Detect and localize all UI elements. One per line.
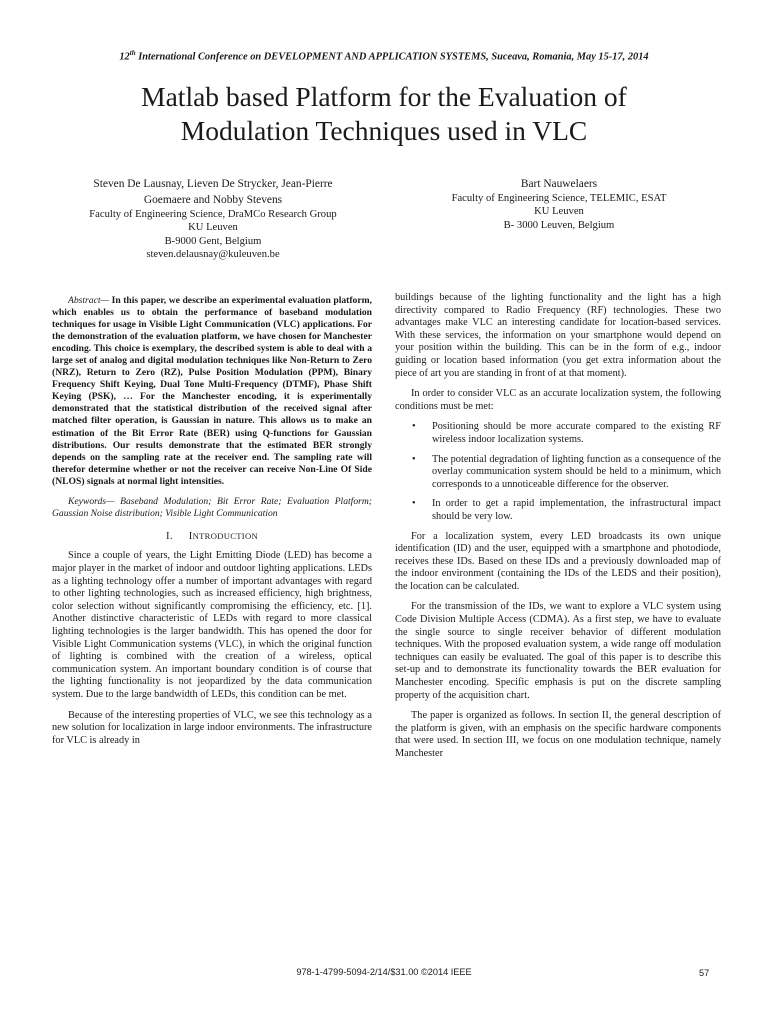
- abstract-lead: Abstract—: [68, 295, 110, 306]
- list-item: [395, 498, 721, 523]
- author-names-right: Bart Nauwelaers: [520, 178, 598, 190]
- left-column: [52, 295, 372, 755]
- conditions-list: [395, 421, 721, 523]
- section-title-initial: I: [188, 530, 193, 542]
- abstract-text: In this paper, we describe an experimental evaluation platform, which enables us to obtain the performance of baseband modulation techniques for usage in Visible Light Communication (VLC) applications. For the demonstration of the evaluation platform, we have chosen for Manchester encoding. This choice is exemplary, the described system is able to deal with a large set of analog and digital modulation techniques like Non-Return to Zero (NRZ), Return to Zero (RZ), Pulse Position Modulation (PPM), Binary Frequency Shift Keying, Dual Tone Multi-Frequency (DTMF), Phase Shift Keying (PSK), … For the Manchester encoding, it is experimentally demonstrated that the statistical distribution of the received signal after matched filter operation, is Gaussian in nature. This allows us to make an estimation of the Bit Error Rate (BER) using Q-functions for Gaussian distributions. Our results demonstrate that the estimated BER strongly depends on the sampling rate at the receiver end. The sampling rate will therefor determine whether or not the receiver can receive Non-Line Of Side (NLOS) signals at normal light intensities.: [52, 295, 372, 487]
- author-names-left-1: Steven De Lausnay, Lieven De Strycker, Jean-Pierre: [93, 178, 333, 190]
- intro-paragraph-1: Since a couple of years, the Light Emitting Diode (LED) has become a major player in the market of indoor and outdoor lighting applications. LEDs as a lighting technology offer a number of important advantages with regard to other lighting technologies, such as increased efficiency, high brightness, color selection without significantly compromising the efficiency, etc. [1]. Another distinctive characteristic of LEDs with regard to more classical lighting technologies is the larger bandwidth. This has opened the door for Visible Light Communication systems (VLC), in which the original function of lighting is combined with the creation of a wireless, optical communication system. An important boundary condition is of course that the lighting functionality is not jeopardized by the data communication system. Due to the large bandwidth of LEDs, this condition can be met.: [52, 550, 372, 700]
- list-item: [395, 421, 721, 446]
- author-university-right: KU Leuven: [534, 206, 584, 218]
- author-affiliation-right: Faculty of Engineering Science, TELEMIC, ESAT: [451, 193, 667, 204]
- footer-isbn: 978-1-4799-5094-2/14/$31.00 ©2014 IEEE: [296, 967, 472, 977]
- author-address-right: B- 3000 Leuven, Belgium: [503, 219, 615, 231]
- bullet-icon: •: [412, 498, 416, 510]
- bullet-icon: •: [412, 453, 416, 465]
- bullet-icon: •: [412, 421, 416, 433]
- intro-paragraph-2: Because of the interesting properties of VLC, we see this technology as a new solution for localization in large indoor environments. The infrastructure for VLC is already in: [52, 709, 372, 746]
- section-number: I.: [166, 530, 173, 542]
- author-affiliation-left: Faculty of Engineering Science, DraMCo Research Group: [89, 209, 337, 220]
- section-heading-introduction: [52, 530, 372, 544]
- page-number: 57: [699, 968, 710, 978]
- right-paragraph-1: buildings because of the lighting functionality and the light has a high directivity compared to Radio Frequency (RF) technologies. These two advantages make VLC an interesting candidate for location-based services. With these services, the information on your smartphone would depend on your position within the building. This can be in the form of e.g., indoor guiding or location based information (you get extra information about the piece of art you are standing in front of at that moment).: [395, 292, 721, 379]
- author-email: steven.delausnay@kuleuven.be: [146, 249, 280, 261]
- conference-number: 12: [119, 51, 130, 63]
- right-paragraph-2: In order to consider VLC as an accurate localization system, the following conditions must be met:: [395, 388, 721, 412]
- conference-text: International Conference on DEVELOPMENT AND APPLICATION SYSTEMS, Suceava, Romania, May 15-17, 2014: [135, 51, 649, 63]
- list-item: [395, 454, 721, 492]
- list-item-text: Positioning should be more accurate compared to the existing RF wireless indoor localization systems.: [432, 421, 721, 445]
- conference-header: [0, 49, 768, 62]
- right-column: [395, 292, 721, 769]
- paper-title: [40, 80, 728, 148]
- right-paragraph-5: The paper is organized as follows. In section II, the general description of the platform is given, with an emphasis on the specific hardware components that were used. In section III, we focus on one modulation technique, namely Manchester: [395, 710, 721, 759]
- right-paragraph-4: For the transmission of the IDs, we want to explore a VLC system using Code Division Multiple Access (CDMA). As a first step, we have to evaluate the single source to single receiver behavior of different modulation techniques. With the proposed evaluation system, a wide range off modulation techniques can easily be evaluated. The goal of this paper is to describe this set-up and to demonstrate its functionality towards the BER evaluation for Manchester encoding. Specific emphasis is put on the discrete sampling property of the acquisition chart.: [395, 601, 721, 701]
- author-names-left-2: Goemaere and Nobby Stevens: [143, 194, 283, 206]
- paper-title-line2: Modulation Techniques used in VLC: [180, 115, 588, 146]
- author-university-left: KU Leuven: [188, 222, 238, 234]
- list-item-text: In order to get a rapid implementation, the infrastructural impact should be very low.: [432, 498, 721, 522]
- author-block-left: [52, 176, 374, 262]
- author-address-left: B-9000 Gent, Belgium: [164, 235, 262, 247]
- paper-title-line1: Matlab based Platform for the Evaluation of: [141, 81, 627, 112]
- author-block-right: [402, 176, 716, 232]
- conference-ordinal-suffix: th: [129, 49, 136, 57]
- keywords: Keywords— Baseband Modulation; Bit Error Rate; Evaluation Platform; Gaussian Noise distribution; Visible Light Communication: [52, 495, 372, 519]
- list-item-text: The potential degradation of lighting function as a consequence of the overlay communication system should be held to a minimum, which corresponds to a unnoticeable difference for the observer.: [432, 453, 721, 490]
- right-paragraph-3: For a localization system, every LED broadcasts its own unique identification (ID) and the user, equipped with a smartphone and photodiode, receives these IDs. Based on these IDs and a previously downloaded map of the indoor environment (containing the IDs of the LEDS and their position), the location can be calculated.: [395, 530, 721, 592]
- section-title-rest: NTRODUCTION: [192, 530, 258, 541]
- abstract: [52, 295, 372, 488]
